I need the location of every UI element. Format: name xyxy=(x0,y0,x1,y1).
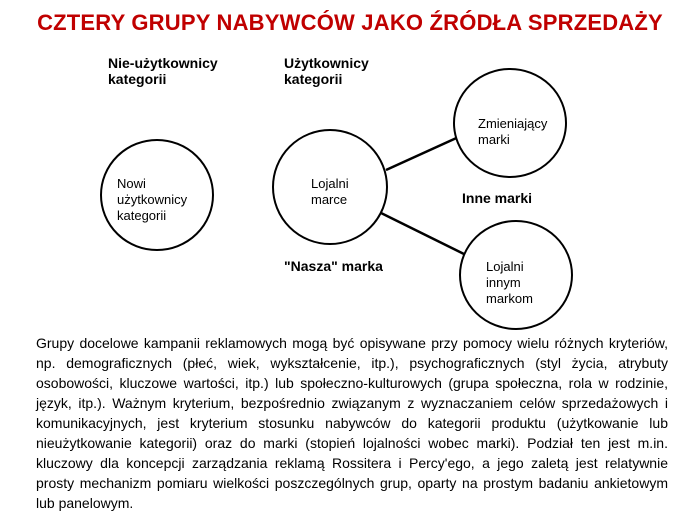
heading-non-users-line2: kategorii xyxy=(108,71,167,87)
label-new-users-line3: kategorii xyxy=(117,208,167,223)
label-loyal-others-line2: innym xyxy=(486,275,521,290)
heading-users-line1: Użytkownicy xyxy=(284,55,369,71)
connector-loyal-to-loyal-others xyxy=(381,213,468,256)
label-loyal-brand-line2: marce xyxy=(311,192,348,207)
label-switchers-line2: marki xyxy=(478,132,510,147)
label-loyal-others-line3: markom xyxy=(486,291,533,306)
description-paragraph: Grupy docelowe kampanii reklamowych mogą być opisywane przy pomocy wielu różnych kryteriów, np. demograficznych (płeć, wiek, wykształcenie, itp.), psychograficznych (styl życia, atrybuty osobowości, kluczowe wartości, itp.) lub społeczno-kulturowych (grupa społeczna, rola w rodzinie, język, itp.). Ważnym kryterium, bezpośrednio związanym z wyznaczaniem celów sprzedażowych i komunikacyjnych, jest kryterium stosunku nabywców do kategorii produktu (użytkowanie lub nieużytkowanie kategorii) oraz do marki (stopień lojalności wobec marki). Podział ten jest m.in. kluczowy dla koncepcji zarządzania reklamą Rossitera i Percy'ego, a jego zaletą jest relatywnie prosty mechanizm pomiaru wielkości poszczególnych grup, oparty na prostym badaniu ankietowym lub panelowym. xyxy=(36,335,668,511)
label-switchers-line1: Zmieniający xyxy=(478,116,548,131)
label-loyal-others xyxy=(486,259,533,307)
label-new-users xyxy=(117,176,187,224)
connector-loyal-to-switchers xyxy=(386,135,463,170)
label-new-users-line2: użytkownicy xyxy=(117,192,188,207)
label-other-brands: Inne marki xyxy=(462,190,533,206)
label-our-brand: "Nasza" marka xyxy=(284,258,383,274)
label-switchers xyxy=(478,116,547,148)
heading-non-users-line1: Nie-użytkownicy xyxy=(108,55,218,71)
heading-users-line2: kategorii xyxy=(284,71,343,87)
label-loyal-others-line1: Lojalni xyxy=(486,259,524,274)
label-loyal-brand-line1: Lojalni xyxy=(311,176,349,191)
page-title: CZTERY GRUPY NABYWCÓW JAKO ŹRÓDŁA SPRZEDAŻY xyxy=(37,10,663,35)
label-new-users-line1: Nowi xyxy=(117,176,146,191)
label-loyal-brand xyxy=(311,176,349,208)
